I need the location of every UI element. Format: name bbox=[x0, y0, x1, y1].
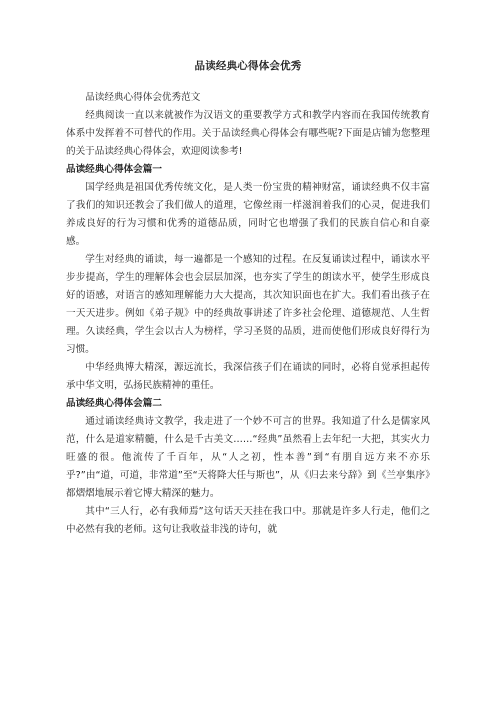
section-heading-2: 品读经典心得体会篇二 bbox=[66, 398, 162, 409]
section-1-paragraph-2: 学生对经典的诵读，每一遍都是一个感知的过程。在反复诵读过程中，诵读水平步步提高，学生的理解体会也会层层加深，也夯实了学生的朗读水平，使学生形成良好的语感，对语言的感知理解能力大大提高，其次知识面也在扩大。我们看出孩子在一天天进步。例如《弟子规》中的经典故事讲述了许多社会伦理、道德规范、人生哲理。久读经典，学生会以古人为榜样，学习圣贤的品质，进而使他们形成良好得行为习惯。 bbox=[66, 254, 430, 355]
document-subtitle: 品读经典心得体会优秀范文 bbox=[85, 92, 201, 103]
section-1-paragraph-1: 国学经典是祖国优秀传统文化，是人类一份宝贵的精神财富，诵读经典不仅丰富了我们的知识还教会了我们做人的道理，它像丝雨一样滋润着我们的心灵，促进我们养成良好的行为习惯和优秀的道德品质，同时它也增强了我们的民族自信心和自豪感。 bbox=[66, 182, 430, 247]
section-heading-1: 品读经典心得体会篇一 bbox=[66, 164, 162, 175]
section-2-paragraph-1: 通过诵读经典诗文教学，我走进了一个妙不可言的世界。我知道了什么是儒家风范，什么是道家精髓，什么是千古美文……“经典”虽然看上去年纪一大把，其实火力旺盛的很。他流传了千百年，从“人之初，性本善”到“有朋自远方来不亦乐乎?”由“道，可道，非常道”至“天将降大任与斯也”，从《归去来兮辞》到《兰亭集序》都熠熠地展示着它博大精深的魅力。 bbox=[66, 416, 430, 499]
intro-paragraph: 经典阅读一直以来就被作为汉语文的重要教学方式和教学内容而在我国传统教育体系中发挥着不可替代的作用。关于品读经典心得体会有哪些呢?下面是店铺为您整理的关于品读经典心得体会，欢迎阅读参考! bbox=[66, 110, 430, 157]
section-2-paragraph-2: 其中“三人行，必有我师焉”这句话天天挂在我口中。那就是许多人行走，他们之中必然有我的老师。这句让我收益非浅的诗句，就 bbox=[66, 506, 430, 535]
document-title: 品读经典心得体会优秀 bbox=[194, 60, 302, 72]
section-1-paragraph-3: 中华经典博大精深，源远流长，我深信孩子们在诵读的同时，必将自觉承担起传承中华文明，弘扬民族精神的重任。 bbox=[66, 362, 430, 391]
document-page bbox=[66, 58, 430, 539]
